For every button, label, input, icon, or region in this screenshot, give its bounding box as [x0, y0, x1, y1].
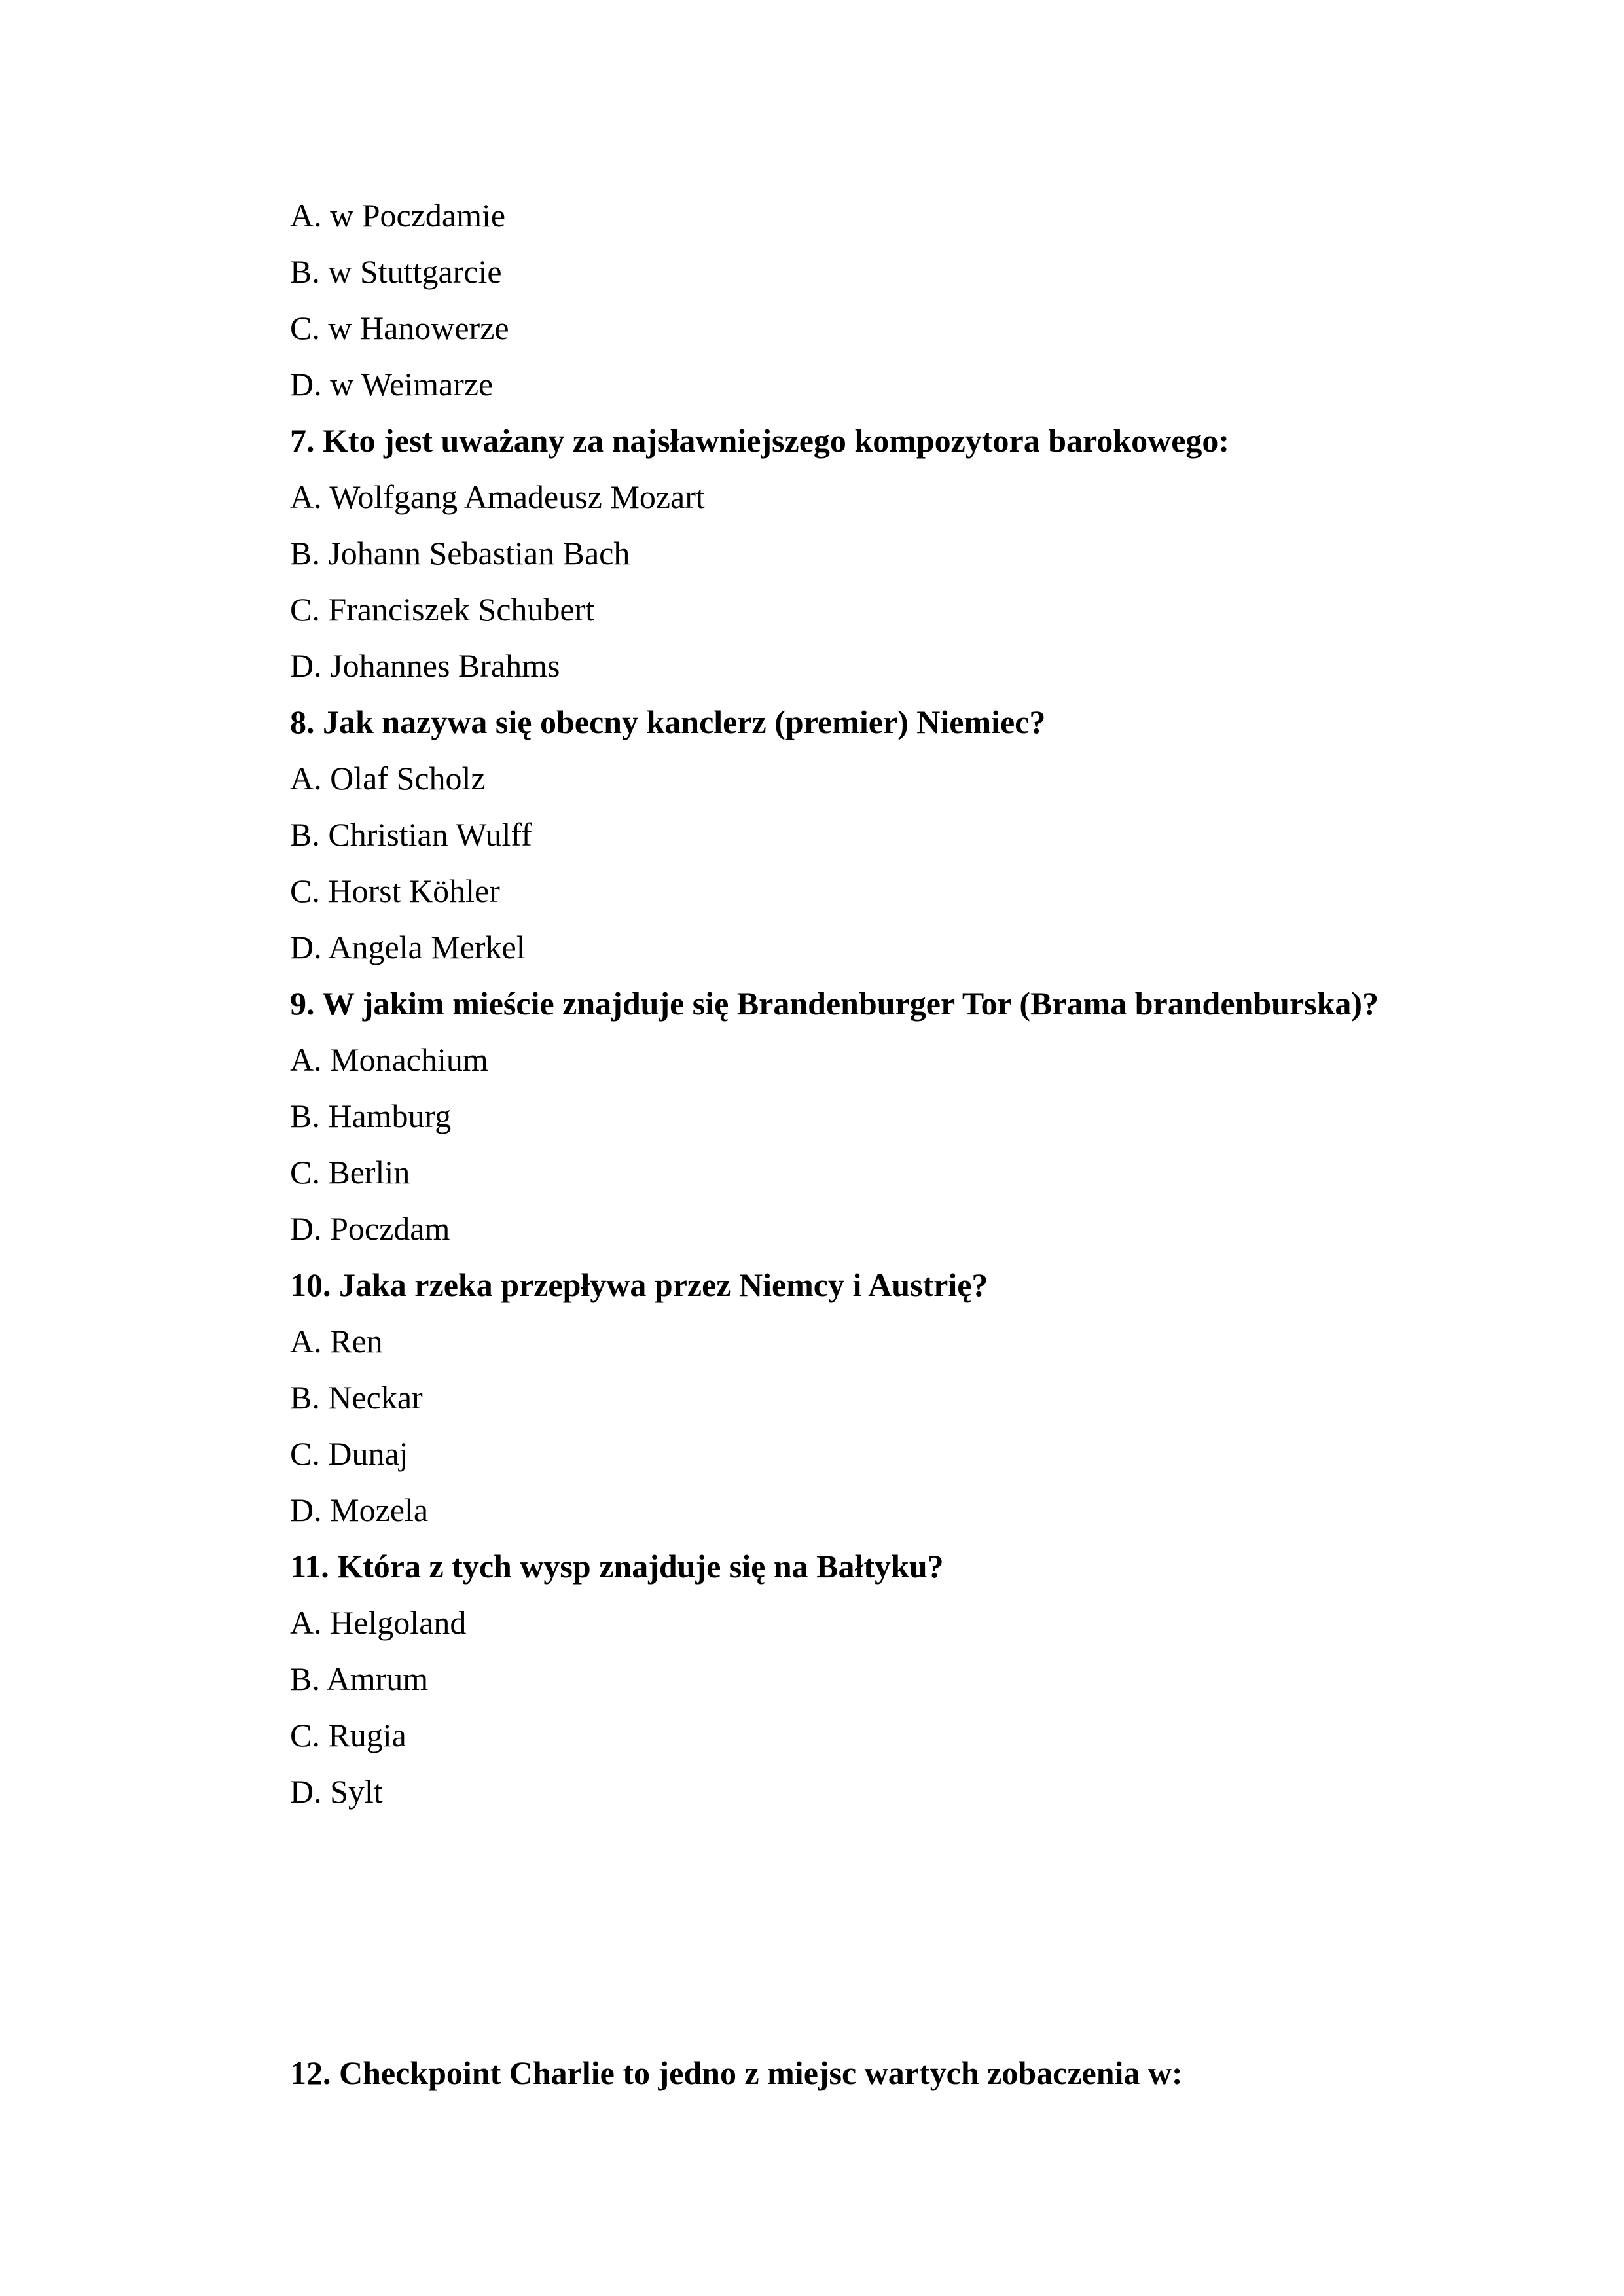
answer-option: A. Monachium: [290, 1041, 488, 1078]
answer-option: B. Christian Wulff: [290, 816, 532, 853]
answer-option: B. Johann Sebastian Bach: [290, 535, 630, 571]
question-heading: 12. Checkpoint Charlie to jedno z miejsc wartych zobaczenia w:: [290, 2054, 1183, 2091]
answer-option: C. Berlin: [290, 1154, 410, 1191]
question-heading: 9. W jakim mieście znajduje się Brandenburger Tor (Brama brandenburska)?: [290, 985, 1379, 1022]
answer-option: C. Rugia: [290, 1717, 406, 1753]
answer-option: A. Wolfgang Amadeusz Mozart: [290, 478, 705, 515]
question-heading: 11. Która z tych wysp znajduje się na Bałtyku?: [290, 1548, 944, 1585]
blank-space: [290, 1820, 1379, 2045]
answer-option: C. Dunaj: [290, 1435, 408, 1472]
question-heading: 10. Jaka rzeka przepływa przez Niemcy i Austrię?: [290, 1266, 988, 1303]
answer-option: B. Amrum: [290, 1660, 429, 1697]
answer-option: B. Neckar: [290, 1379, 423, 1416]
answer-option: C. Franciszek Schubert: [290, 591, 595, 628]
answer-option: A. Helgoland: [290, 1604, 467, 1641]
answer-option: B. w Stuttgarcie: [290, 253, 502, 290]
answer-option: A. Olaf Scholz: [290, 760, 486, 797]
answer-option: A. Ren: [290, 1323, 383, 1359]
answer-option: C. w Hanowerze: [290, 310, 509, 346]
question-heading: 7. Kto jest uważany za najsławniejszego kompozytora barokowego:: [290, 422, 1230, 459]
answer-option: A. w Poczdamie: [290, 197, 506, 234]
answer-option: D. w Weimarze: [290, 366, 494, 403]
answer-option: D. Sylt: [290, 1773, 383, 1810]
answer-option: D. Angela Merkel: [290, 929, 526, 965]
answer-option: D. Poczdam: [290, 1210, 450, 1247]
question-heading: 8. Jak nazywa się obecny kanclerz (premier) Niemiec?: [290, 704, 1046, 740]
answer-option: C. Horst Köhler: [290, 872, 500, 909]
answer-option: D. Johannes Brahms: [290, 647, 560, 684]
answer-option: D. Mozela: [290, 1492, 429, 1528]
quiz-text-block: [290, 187, 1379, 2101]
answer-option: B. Hamburg: [290, 1098, 452, 1134]
